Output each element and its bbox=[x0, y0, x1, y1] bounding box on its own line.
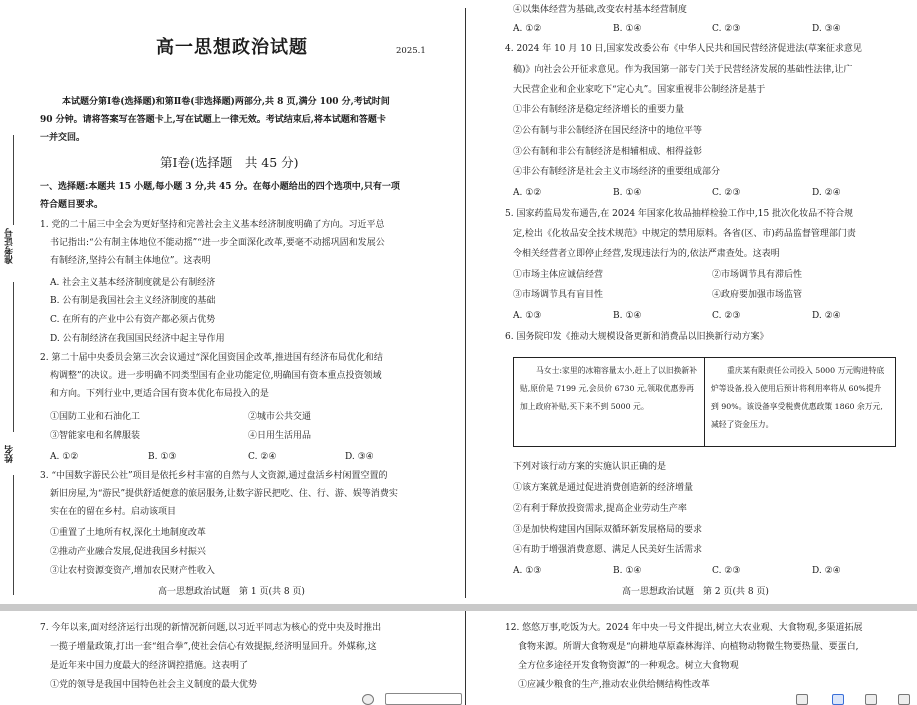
intro-line: 本试题分第Ⅰ卷(选择题)和第Ⅱ卷(非选择题)两部分,共 8 页,满分 100 分,考试时间 bbox=[62, 97, 390, 107]
question-3-choice: C. ②③ bbox=[712, 24, 741, 34]
intro-line: 一并交回。 bbox=[40, 133, 86, 143]
question-5-item: ④政府要加强市场监管 bbox=[712, 290, 803, 300]
question-3-choice: A. ①② bbox=[513, 24, 542, 34]
question-3-stem: 新旧房屋,为“游民”提供舒适便意的旅居服务,让数字游民把吃、住、行、游、娱等消费实 bbox=[50, 489, 398, 499]
exam-sheet-pages-3-4 bbox=[0, 611, 917, 705]
question-12-stem: 食物来源。所谓大食物观是“向耕地草原森林海洋、向植物动物微生物要热量、要蛋白, bbox=[518, 642, 859, 652]
page-footer: 高一思想政治试题 第 2 页(共 8 页) bbox=[622, 587, 769, 597]
question-2-choice: C. ②④ bbox=[248, 452, 277, 462]
question-2-item: ③智能家电和名牌服装 bbox=[50, 431, 141, 441]
zoom-out-button[interactable] bbox=[362, 694, 374, 705]
question-6-item: ④有助于增强消费意愿、满足人民美好生活需求 bbox=[513, 545, 703, 555]
question-1-option: B. 公有制是我国社会主义经济制度的基础 bbox=[50, 296, 216, 306]
question-5-choice: B. ①④ bbox=[613, 311, 642, 321]
question-3-stem: 3. “中国数字游民公社”项目是依托乡村丰富的自然与人文资源,通过盘活乡村闲置空置的 bbox=[40, 471, 388, 481]
question-6-stem: 6. 国务院印发《推动大规模设备更新和消费品以旧换新行动方案》 bbox=[505, 332, 769, 342]
side-label-exam-number: 准考证号 bbox=[5, 228, 15, 264]
page-divider bbox=[465, 611, 466, 705]
question-2-item: ④日用生活用品 bbox=[248, 431, 312, 441]
case-company: 重庆某有限责任公司投入 5000 万元购进特底炉等设备,投入使用后预计将利用率将从 60%提升到 90%。该设备享受税费优惠政策 1860 余万元,减轻了资金压力。 bbox=[705, 358, 896, 447]
question-1-stem: 1. 党的二十届三中全会为更好坚持和完善社会主义基本经济制度明确了方向。习近平总 bbox=[40, 220, 385, 230]
question-5-stem: 定,检出《化妆品安全技术规范》中规定的禁用原料。各省(区、市)药品监督管理部门责 bbox=[513, 229, 856, 239]
question-12-stem: 12. 悠悠万事,吃饭为大。2024 年中央一号文件提出,树立大农业观、大食物观,多渠道拓展 bbox=[505, 623, 863, 633]
question-5-item: ②市场调节具有滞后性 bbox=[712, 270, 803, 280]
question-6-choice: B. ①④ bbox=[613, 566, 642, 576]
page-footer: 高一思想政治试题 第 1 页(共 8 页) bbox=[158, 587, 305, 597]
binding-line bbox=[13, 282, 14, 432]
question-2-choice: A. ①② bbox=[50, 452, 79, 462]
question-3-item: ①重置了土地所有权,深化土地制度改革 bbox=[50, 528, 206, 538]
question-4-stem: 大民营企业和企业家吃下“定心丸”。国家重视非公制经济是基于 bbox=[513, 85, 766, 95]
binding-line bbox=[13, 475, 14, 595]
scroll-view-icon[interactable] bbox=[865, 694, 877, 705]
fit-page-icon[interactable] bbox=[898, 694, 910, 705]
question-1-option: C. 在所有的产业中公有资产都必须占优势 bbox=[50, 315, 216, 325]
exam-title: 高一思想政治试题 bbox=[156, 37, 308, 58]
section-instructions: 符合题目要求。 bbox=[40, 200, 104, 210]
intro-line: 90 分钟。请将答案写在答题卡上,写在试题上一律无效。考试结束后,将本试题和答题卡 bbox=[40, 115, 386, 125]
section-title: 第Ⅰ卷(选择题 共 45 分) bbox=[160, 155, 299, 170]
question-4-choice: A. ①② bbox=[513, 188, 542, 198]
question-2-item: ①国防工业和石油化工 bbox=[50, 412, 141, 422]
question-3-item: ②推动产业融合发展,促进我国乡村振兴 bbox=[50, 547, 206, 557]
page-number-input[interactable] bbox=[385, 693, 462, 705]
question-4-stem: 4. 2024 年 10 月 10 日,国家发改委公布《中华人民共和国民营经济促进法(草案征求意见 bbox=[505, 44, 862, 54]
question-3-choice: D. ③④ bbox=[812, 24, 841, 34]
question-2-choice: D. ③④ bbox=[345, 452, 374, 462]
question-2-choice: B. ①③ bbox=[148, 452, 177, 462]
question-12-item: ①应减少粮食的生产,推动农业供给侧结构性改革 bbox=[518, 680, 710, 690]
single-page-view-icon[interactable] bbox=[796, 694, 808, 705]
question-2-item: ②城市公共交通 bbox=[248, 412, 312, 422]
question-6-item: ③是加快构建国内国际双循环新发展格局的要求 bbox=[513, 525, 703, 535]
question-5-choice: A. ①③ bbox=[513, 311, 542, 321]
side-label-name: 姓名 bbox=[5, 445, 15, 463]
question-4-choice: C. ②③ bbox=[712, 188, 741, 198]
question-4-item: ②公有制与非公制经济在国民经济中的地位平等 bbox=[513, 126, 703, 136]
question-4-choice: B. ①④ bbox=[613, 188, 642, 198]
question-6-prompt: 下列对该行动方案的实施认识正确的是 bbox=[513, 462, 667, 472]
question-4-stem: 稿)》向社会公开征求意见。作为我国第一部专门关于民营经济发展的基础性法律,让广 bbox=[513, 65, 853, 75]
case-consumer: 马女士:家里的冰箱容量太小,赶上了以旧换新补贴,原价是 7199 元,会员价 6730 元,领取优惠券再加上政府补贴,买下来不到 5000 元。 bbox=[514, 358, 705, 447]
viewer-toolbar bbox=[300, 692, 917, 705]
question-6-choice: C. ②③ bbox=[712, 566, 741, 576]
question-12-stem: 全方位多途径开发食物资源”的一种观念。树立大食物观 bbox=[518, 661, 739, 671]
question-1-option: D. 公有制经济在我国国民经济中起主导作用 bbox=[50, 334, 225, 344]
question-7-item: ①党的领导是我国中国特色社会主义制度的最大优势 bbox=[50, 680, 258, 690]
question-3-item: ④以集体经营为基础,改变农村基本经营制度 bbox=[513, 5, 687, 15]
question-6-choice: D. ②④ bbox=[812, 566, 841, 576]
question-4-item: ③公有制和非公有制经济是相辅相成、相得益彰 bbox=[513, 147, 703, 157]
case-comparison-table bbox=[513, 357, 896, 447]
question-1-stem: 有制经济,坚持公有制主体地位”。这表明 bbox=[50, 256, 211, 266]
question-6-choice: A. ①③ bbox=[513, 566, 542, 576]
question-5-stem: 5. 国家药监局发布通告,在 2024 年国家化妆品抽样检验工作中,15 批次化妆品不符合规 bbox=[505, 209, 854, 219]
question-4-item: ①非公有制经济是稳定经济增长的重要力量 bbox=[513, 105, 685, 115]
question-3-stem: 实在在的留在乡村。启动该项目 bbox=[50, 507, 177, 517]
question-2-stem: 构调整”的决议。进一步明确不同类型国有企业功能定位,明确国有资本重点投资领域 bbox=[50, 371, 382, 381]
binding-line bbox=[13, 135, 14, 225]
question-4-item: ④非公有制经济是社会主义市场经济的重要组成部分 bbox=[513, 167, 721, 177]
question-5-item: ①市场主体应诚信经营 bbox=[513, 270, 604, 280]
section-instructions: 一、选择题:本题共 15 小题,每小题 3 分,共 45 分。在每小题给出的四个选项中,只有一项 bbox=[40, 182, 400, 192]
question-7-stem: 7. 今年以来,面对经济运行出现的新情况新问题,以习近平同志为核心的党中央及时推出 bbox=[40, 623, 382, 633]
question-1-option: A. 社会主义基本经济制度就是公有制经济 bbox=[50, 278, 216, 288]
question-2-stem: 和方向。下列行业中,更适合国有资本优化布局投入的是 bbox=[50, 389, 269, 399]
question-2-stem: 2. 第二十届中央委员会第三次会议通过“深化国资国企改革,推进国有经济布局优化和结 bbox=[40, 353, 383, 363]
question-5-stem: 令相关经营者立即停止经营,发现违法行为的,依法严肃查处。这表明 bbox=[513, 249, 780, 259]
question-4-choice: D. ②④ bbox=[812, 188, 841, 198]
page-divider bbox=[465, 8, 466, 598]
exam-date: 2025.1 bbox=[396, 46, 426, 56]
question-7-stem: 是近年来中国力度最大的经济调控措施。这表明了 bbox=[50, 661, 249, 671]
question-1-stem: 书记指出:“公有制主体地位不能动摇”“进一步全面深化改革,要毫不动摇巩固和发展公 bbox=[50, 238, 385, 248]
question-5-choice: D. ②④ bbox=[812, 311, 841, 321]
two-page-view-icon[interactable] bbox=[832, 694, 844, 705]
question-7-stem: 一揽子增量政策,打出一套“组合拳”,使社会信心有效提振,经济明显回升。外媒称,这 bbox=[50, 642, 377, 652]
question-6-item: ②有利于释放投资需求,提高企业劳动生产率 bbox=[513, 504, 687, 514]
question-3-item: ③让农村资源变资产,增加农民财产性收入 bbox=[50, 566, 215, 576]
question-5-item: ③市场调节具有盲目性 bbox=[513, 290, 604, 300]
question-6-item: ①该方案就是通过促进消费创造新的经济增量 bbox=[513, 483, 694, 493]
question-3-choice: B. ①④ bbox=[613, 24, 642, 34]
question-5-choice: C. ②③ bbox=[712, 311, 741, 321]
